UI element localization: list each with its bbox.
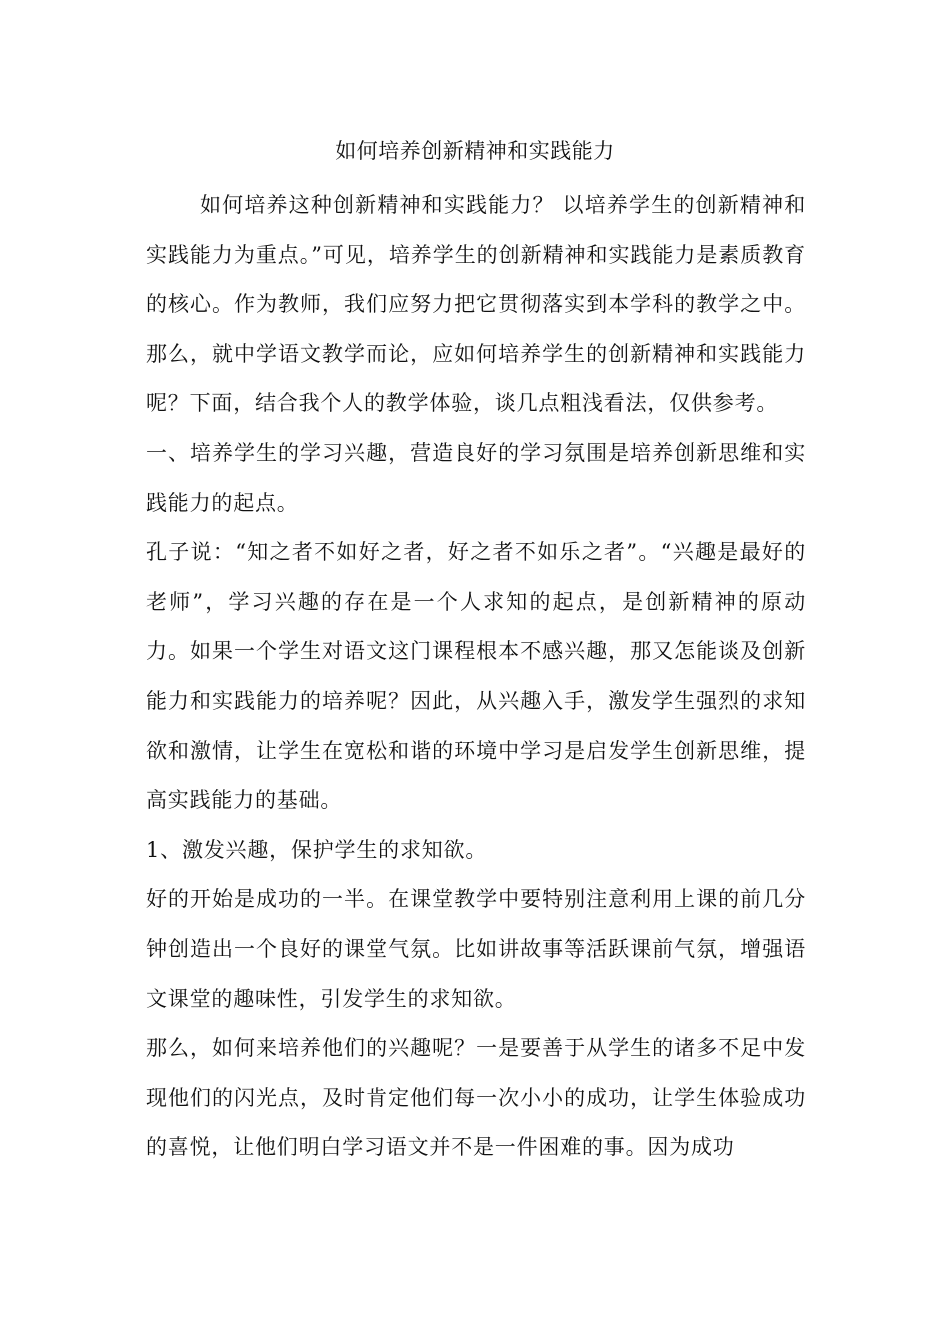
paragraph-cultivate-interest: 那么，如何来培养他们的兴趣呢？一是要善于从学生的诸多不足中发现他们的闪光点，及时肯定他们每一次小小的成功，让学生体验成功的喜悦，让他们明白学习语文并不是一件困难的事。因为成功 bbox=[146, 1036, 806, 1160]
heading-subsection-one: 1、激发兴趣，保护学生的求知欲。 bbox=[146, 837, 488, 862]
heading-section-one: 一、培养学生的学习兴趣，营造良好的学习氛围是培养创新思维和实践能力的起点。 bbox=[146, 440, 806, 515]
paragraph-intro: 如何培养这种创新精神和实践能力？ 以培养学生的创新精神和实践能力为重点。”可见，培养学生的创新精神和实践能力是素质教育的核心。作为教师，我们应努力把它贯彻落实到本学科的教学之中。那么，就中学语文教学而论，应如何培养学生的创新精神和实践能力呢？下面，结合我个人的教学体验，谈几点粗浅看法，仅供参考。 bbox=[146, 193, 806, 416]
paragraph-good-start: 好的开始是成功的一半。在课堂教学中要特别注意利用上课的前几分钟创造出一个良好的课堂气氛。比如讲故事等活跃课前气氛，增强语文课堂的趣味性，引发学生的求知欲。 bbox=[146, 887, 806, 1011]
document-title: 如何培养创新精神和实践能力 bbox=[335, 139, 615, 163]
document-body bbox=[146, 181, 806, 1173]
paragraph-confucius: 孔子说：“知之者不如好之者，好之者不如乐之者”。“兴趣是最好的老师”，学习兴趣的存在是一个人求知的起点，是创新精神的原动力。如果一个学生对语文这门课程根本不感兴趣，那又怎能谈及创新能力和实践能力的培养呢？因此，从兴趣入手，激发学生强烈的求知欲和激情，让学生在宽松和谐的环境中学习是启发学生创新思维，提高实践能力的基础。 bbox=[146, 540, 806, 813]
